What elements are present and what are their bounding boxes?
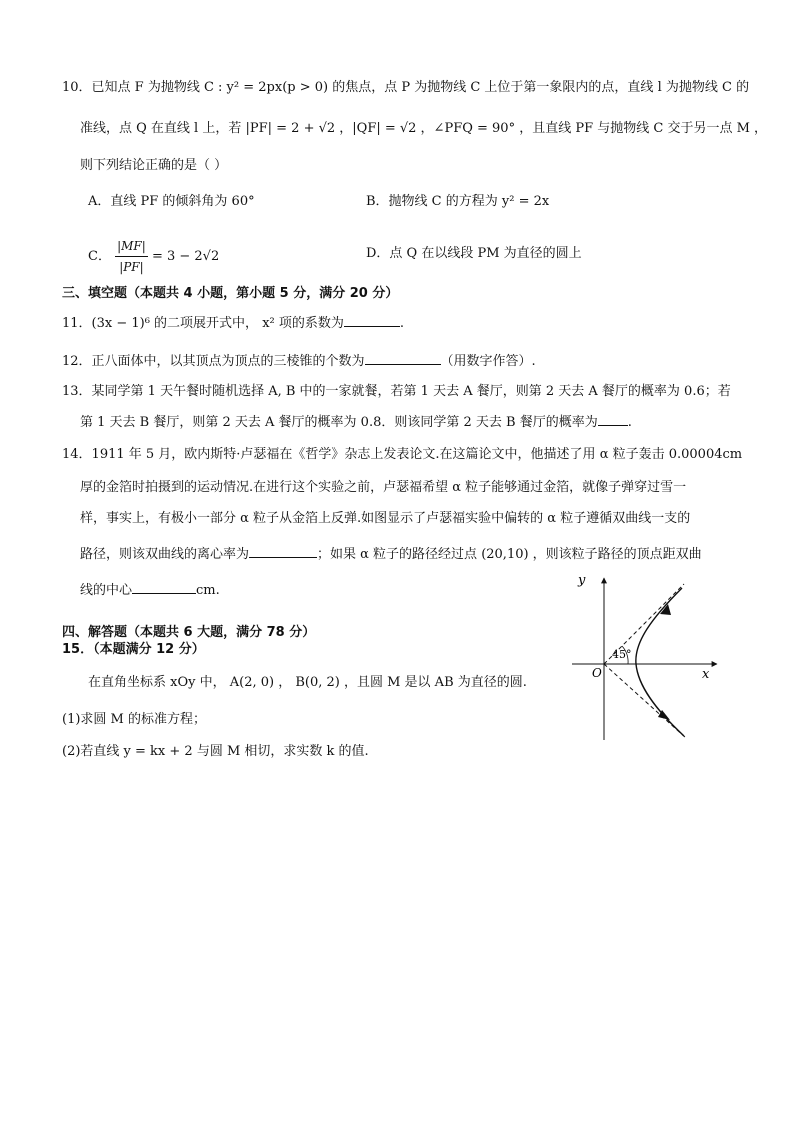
x-axis-label: x — [702, 667, 710, 682]
q13-line2-text: 第 1 天去 B 餐厅，则第 2 天去 A 餐厅的概率为 0.8．则该同学第 2 天去 B 餐厅的概率为 — [80, 415, 598, 430]
q10-option-c-prefix: C． — [88, 249, 111, 264]
q14-line1: 14．1911 年 5 月，欧内斯特·卢瑟福在《哲学》杂志上发表论文.在这篇论文中，他描述了用 α 粒子轰击 0.00004cm — [62, 447, 743, 462]
q10-option-d: D．点 Q 在以线段 PM 为直径的圆上 — [366, 246, 582, 261]
q14-line5 — [80, 581, 220, 600]
angle-label: 45° — [612, 648, 632, 661]
q10-line2: 准线，点 Q 在直线 l 上，若 |PF| = 2 + √2 ，|QF| = √2 ，∠PFQ = 90° ，且直线 PF 与抛物线 C 交于另一点 M ， — [80, 121, 768, 136]
q14-distance-blank[interactable] — [132, 581, 196, 594]
hyperbola-figure — [572, 572, 722, 742]
q13-answer-blank[interactable] — [598, 413, 628, 426]
q11-answer-blank[interactable] — [344, 314, 400, 327]
q13-line2 — [80, 413, 632, 432]
q14-line4 — [80, 545, 702, 564]
q13-end: . — [627, 415, 632, 430]
q14-eccentricity-blank[interactable] — [249, 545, 317, 558]
q10-line3: 则下列结论正确的是（ ） — [80, 158, 228, 173]
q10-option-b: B．抛物线 C 的方程为 y² = 2x — [366, 194, 550, 209]
q10-option-c-numerator: |MF| — [115, 236, 148, 257]
q10-option-c-fraction — [115, 236, 148, 277]
q15-part2: (2)若直线 y = kx + 2 与圆 M 相切，求实数 k 的值. — [62, 744, 369, 759]
q14-line4b: ；如果 α 粒子的路径经过点 (20,10) ，则该粒子路径的顶点距双曲 — [317, 547, 702, 562]
q14-line4a: 路径，则该双曲线的离心率为 — [80, 547, 250, 562]
q13-line1: 13．某同学第 1 天午餐时随机选择 A, B 中的一家就餐，若第 1 天去 A 餐厅，则第 2 天去 A 餐厅的概率为 0.6；若 — [62, 384, 731, 399]
q15-title: 15．（本题满分 12 分） — [62, 642, 205, 657]
section-4-title: 四、解答题（本题共 6 大题，满分 78 分） — [62, 625, 316, 640]
q11 — [62, 314, 404, 333]
q14-line3: 样，事实上，有极小一部分 α 粒子从金箔上反弹.如图显示了卢瑟福实验中偏转的 α 粒子遵循双曲线一支的 — [80, 511, 691, 526]
q10-option-a: A．直线 PF 的倾斜角为 60° — [88, 194, 255, 209]
q10-option-c-rest: = 3 − 2√2 — [151, 249, 220, 264]
origin-label: O — [592, 666, 602, 680]
q15-intro: 在直角坐标系 xOy 中， A(2, 0) ， B(0, 2) ，且圆 M 是以 AB 为直径的圆. — [88, 675, 527, 690]
q15-part1: (1)求圆 M 的标准方程； — [62, 712, 206, 727]
y-axis-label: y — [578, 573, 586, 588]
q10-option-c — [88, 236, 219, 277]
q12 — [62, 352, 536, 371]
q14-line5a: 线的中心 — [80, 583, 133, 598]
q14-line2: 厚的金箔时拍摄到的运动情况.在进行这个实验之前，卢瑟福希望 α 粒子能够通过金箔，就像子弹穿过雪一 — [80, 480, 687, 495]
q10-line1: 10．已知点 F 为抛物线 C : y² = 2px(p > 0) 的焦点，点 P 为抛物线 C 上位于第一象限内的点，直线 l 为抛物线 C 的 — [62, 80, 750, 95]
q12-answer-blank[interactable] — [365, 352, 441, 365]
q14-line5b: cm. — [196, 583, 220, 598]
q11-text: 11．(3x − 1)⁶ 的二项展开式中， x² 项的系数为 — [62, 316, 344, 331]
q10-option-c-denominator: |PF| — [119, 260, 144, 274]
section-3-title: 三、填空题（本题共 4 小题，第小题 5 分，满分 20 分） — [62, 286, 399, 301]
q11-end: . — [399, 316, 405, 331]
q12-end: （用数字作答）. — [440, 354, 536, 369]
q12-text: 12．正八面体中，以其顶点为顶点的三棱锥的个数为 — [62, 354, 365, 369]
